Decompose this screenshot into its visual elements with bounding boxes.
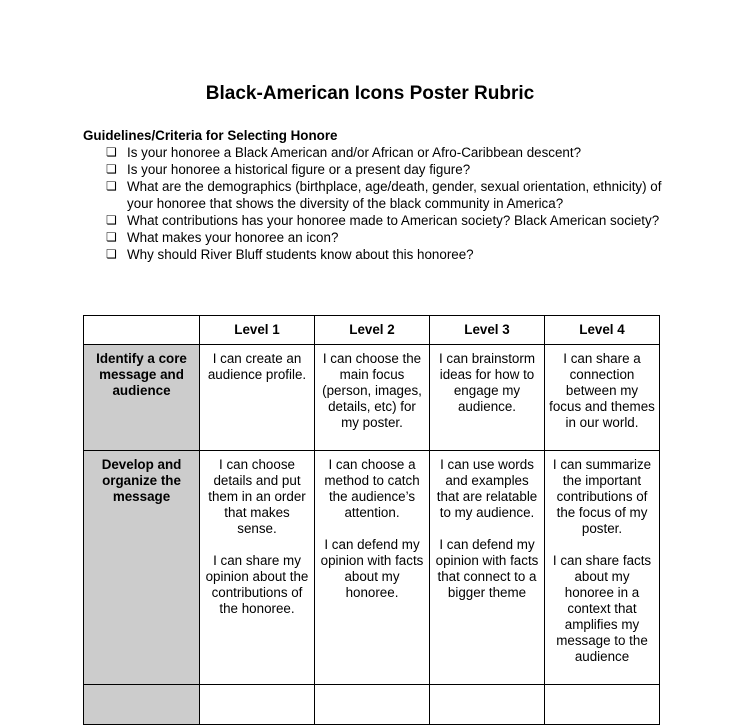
- guidelines-heading: Guidelines/Criteria for Selecting Honore: [83, 128, 338, 143]
- rubric-row: [84, 451, 660, 685]
- rubric-cell-text: I can choose a method to catch the audience’s attention.: [324, 457, 420, 520]
- guidelines-list: [83, 144, 673, 263]
- rubric-cell-text: I can create an audience profile.: [207, 351, 307, 382]
- rubric-cell-text: I can use words and examples that are relatable to my audience.: [436, 457, 538, 520]
- rubric-cell: [545, 345, 660, 451]
- guideline-text: What makes your honoree an icon?: [127, 230, 339, 245]
- guideline-item: [83, 246, 673, 263]
- checkbox-bullet-icon: ❏: [106, 213, 117, 227]
- guideline-text: What are the demographics (birthplace, age/death, gender, sexual orientation, ethnicity) of your honoree that shows the diversity of the black community in America?: [127, 179, 662, 211]
- rubric-cell: [545, 685, 660, 725]
- guidelines-section: [83, 127, 673, 263]
- rubric-criterion: [84, 685, 200, 725]
- rubric-cell-text: I can share a connection between my focus and themes in our world.: [549, 351, 655, 430]
- rubric-cell: [430, 345, 545, 451]
- rubric-cell-text: I can choose the main focus (person, images, details, etc) for my poster.: [322, 351, 422, 430]
- rubric-criterion: Identify a core message and audience: [84, 345, 200, 451]
- rubric-cell-text: I can summarize the important contributions of the focus of my poster.: [552, 457, 652, 536]
- checkbox-bullet-icon: ❏: [106, 145, 117, 159]
- rubric-cell: [200, 451, 315, 685]
- checkbox-bullet-icon: ❏: [106, 179, 117, 193]
- rubric-row-partial: [84, 685, 660, 725]
- guideline-item: [83, 161, 673, 178]
- rubric-criterion: Develop and organize the message: [84, 451, 200, 685]
- rubric-cell-text: I can defend my opinion with facts about my honoree.: [320, 537, 424, 600]
- rubric-header-level-4: Level 4: [545, 316, 660, 345]
- guideline-text: Why should River Bluff students know about this honoree?: [127, 247, 474, 262]
- guideline-item: [83, 212, 673, 229]
- rubric-cell-text: I can brainstorm ideas for how to engage my audience.: [438, 351, 535, 414]
- rubric-cell: [200, 345, 315, 451]
- rubric-table: [83, 315, 660, 725]
- rubric-cell: [200, 685, 315, 725]
- rubric-cell: [315, 685, 430, 725]
- guideline-item: [83, 229, 673, 246]
- rubric-cell: [315, 451, 430, 685]
- rubric-cell-text: I can share my opinion about the contributions of the honoree.: [205, 553, 309, 616]
- rubric-cell: [430, 451, 545, 685]
- rubric-cell: [315, 345, 430, 451]
- rubric-header-level-2: Level 2: [315, 316, 430, 345]
- guideline-text: What contributions has your honoree made to American society? Black American society?: [127, 213, 660, 228]
- rubric-header-level-1: Level 1: [200, 316, 315, 345]
- guideline-item: [83, 178, 673, 212]
- rubric-header-row: [84, 316, 660, 345]
- guideline-text: Is your honoree a historical figure or a present day figure?: [127, 162, 471, 177]
- rubric-cell-text: I can share facts about my honoree in a context that amplifies my message to the audience: [552, 553, 652, 664]
- rubric-header-level-3: Level 3: [430, 316, 545, 345]
- guideline-text: Is your honoree a Black American and/or African or Afro-Caribbean descent?: [127, 145, 582, 160]
- rubric-row: [84, 345, 660, 451]
- checkbox-bullet-icon: ❏: [106, 162, 117, 176]
- checkbox-bullet-icon: ❏: [106, 230, 117, 244]
- rubric-cell: [545, 451, 660, 685]
- rubric-cell: [430, 685, 545, 725]
- page-title: Black-American Icons Poster Rubric: [205, 83, 535, 104]
- guideline-item: [83, 144, 673, 161]
- rubric-cell-text: I can choose details and put them in an order that makes sense.: [208, 457, 306, 536]
- checkbox-bullet-icon: ❏: [106, 247, 117, 261]
- rubric-cell-text: I can defend my opinion with facts that connect to a bigger theme: [435, 537, 539, 600]
- rubric-header-corner: [84, 316, 200, 345]
